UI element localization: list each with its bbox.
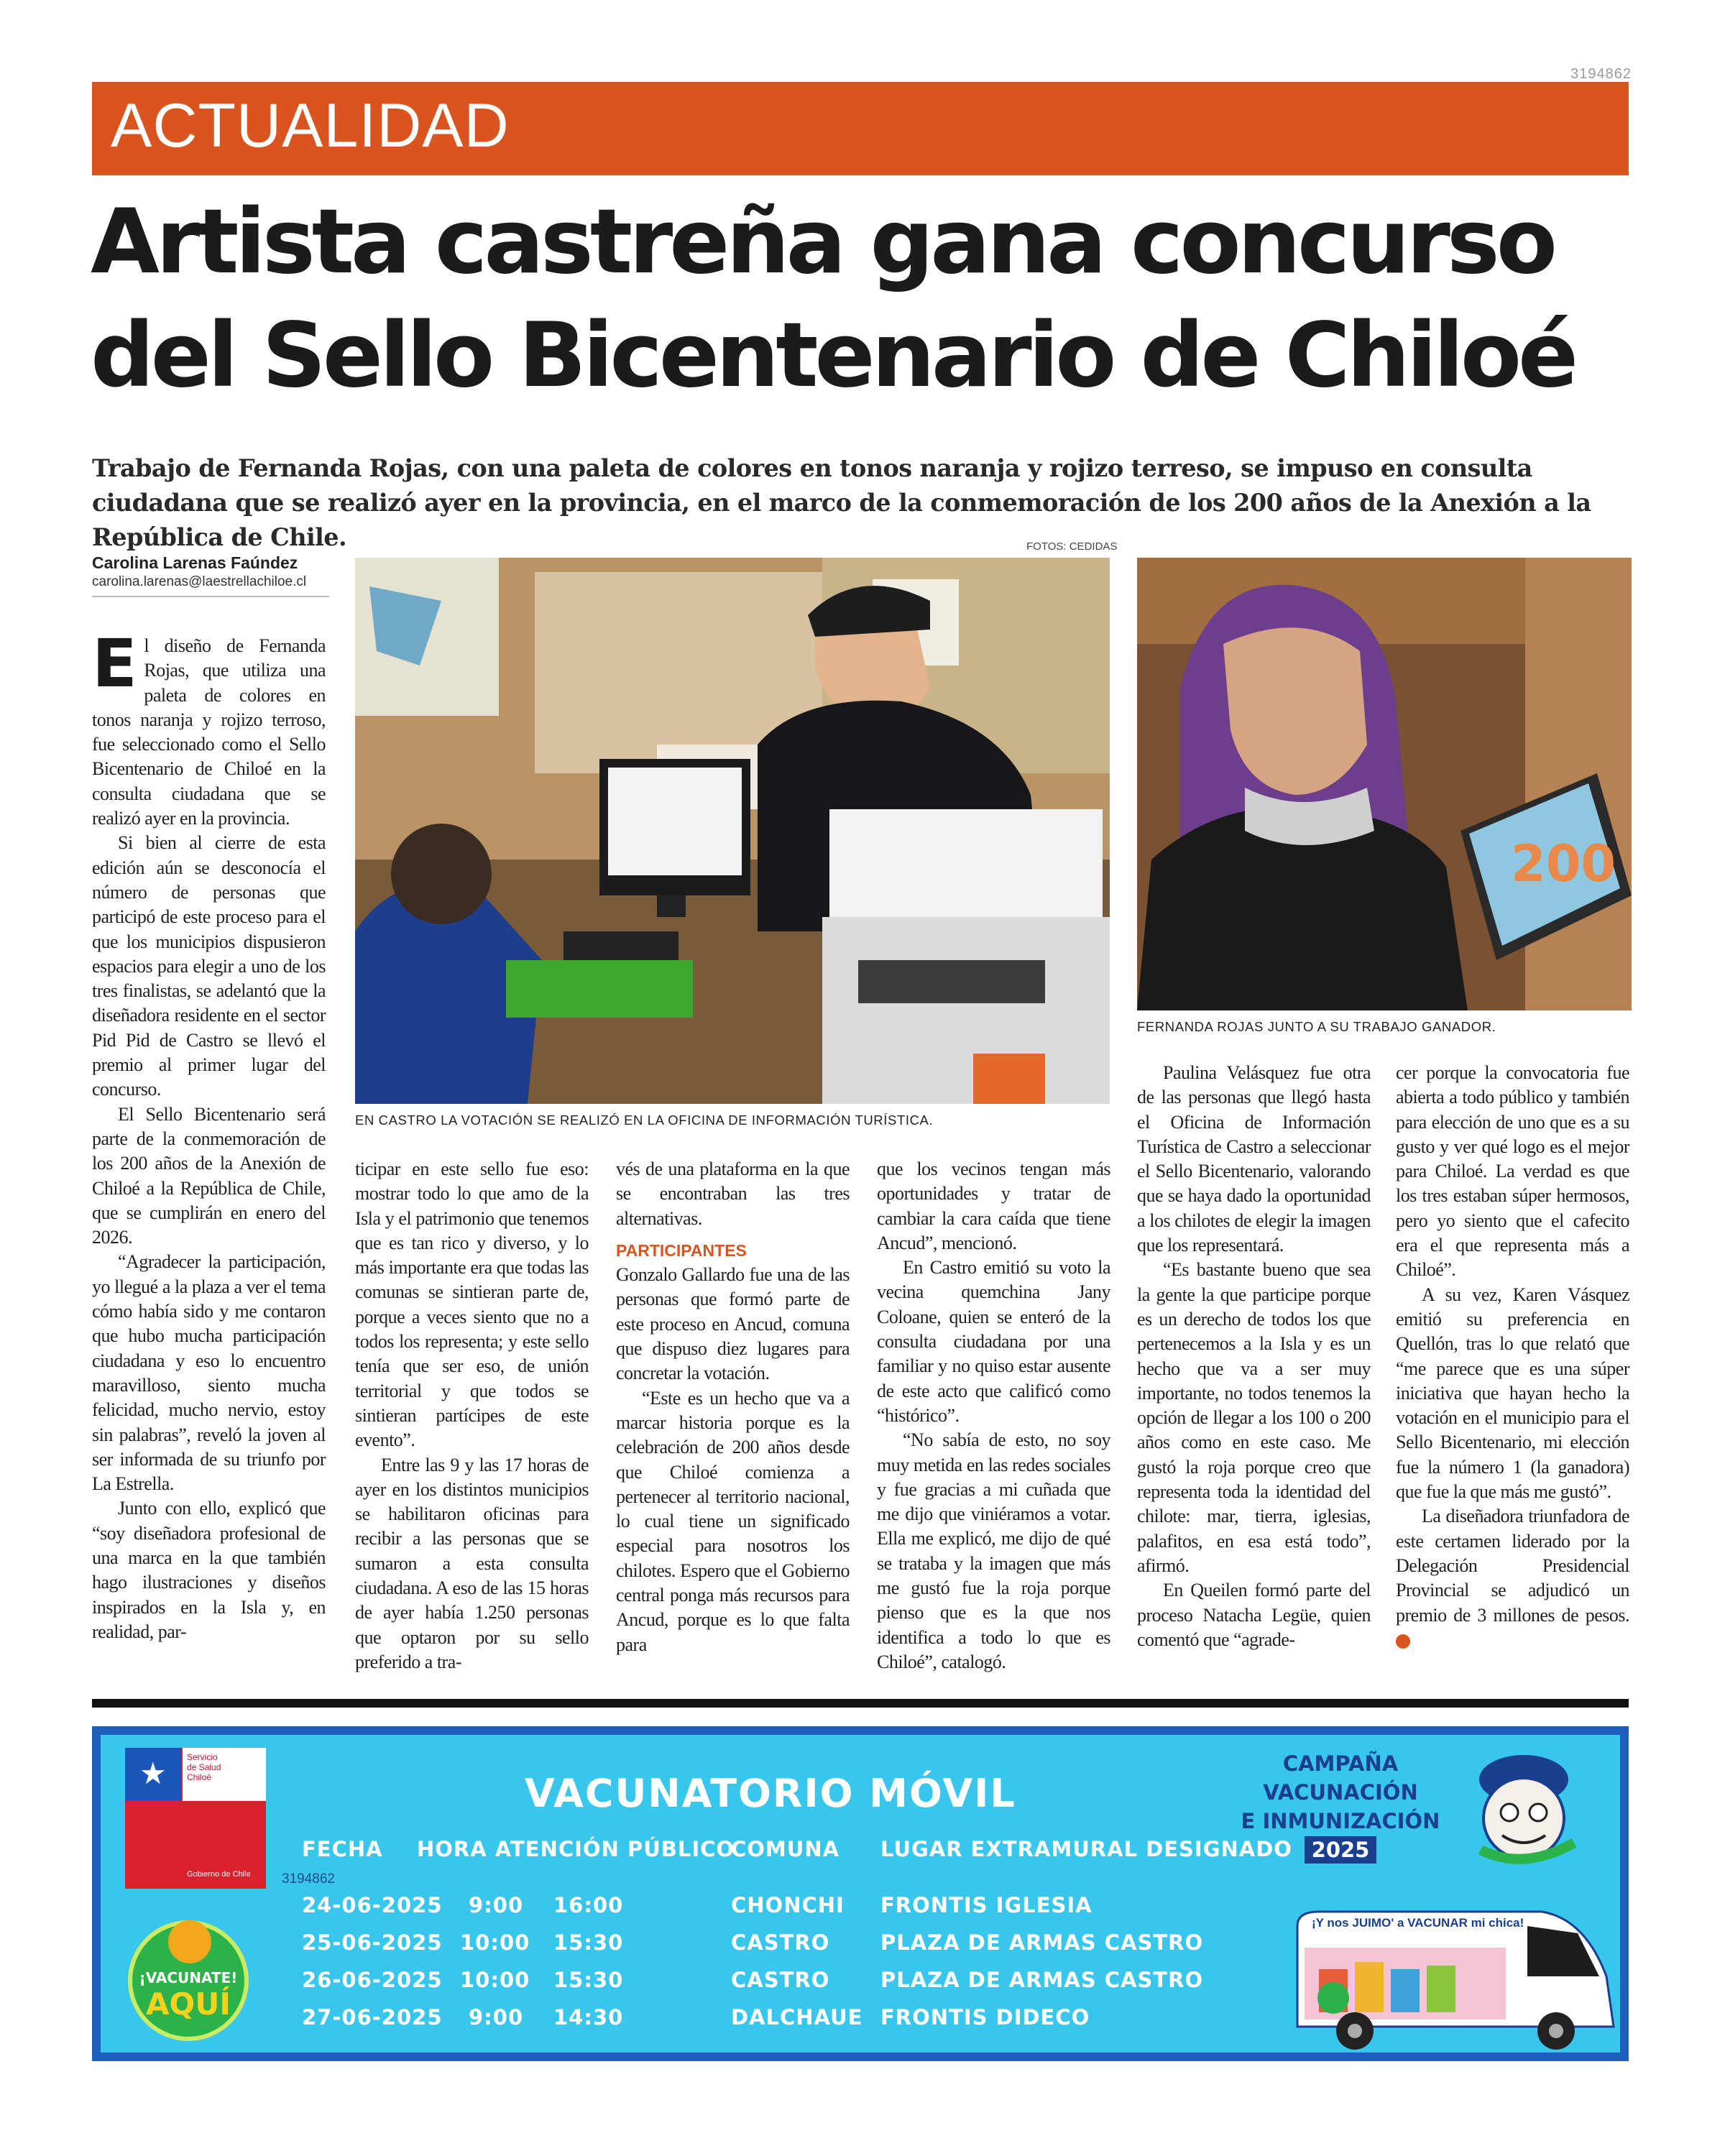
paragraph: En Castro emitió su voto la vecina quemchina Jany Coloane, quien se enteró de la consulta ciudadana por una familiar y no quiso estar ausente de este acto que calificó como “histórico”. <box>877 1257 1110 1426</box>
drop-cap: E <box>92 625 137 702</box>
star-icon: ★ <box>139 1756 167 1791</box>
paragraph: Junto con ello, explicó que “soy diseñadora profesional de una marca en la que también hago ilustraciones y diseños inspirados en la Isla y, en realidad, par- <box>92 1498 326 1642</box>
photo-winner-portrait <box>1137 558 1632 1010</box>
headline-line-2: del Sello Bicentenario de Chiloé <box>91 304 1576 407</box>
lead-paragraph: Trabajo de Fernanda Rojas, con una paleta de colores en tonos naranja y rojizo terreso, se impuso en consulta ciudadana que se realizó ayer en la provincia, en el marco de la conmemoración de los 200 años de la Anexión a la República de Chile. <box>92 454 1591 551</box>
byline <box>92 553 336 597</box>
headline <box>91 185 1643 413</box>
row-comuna: CASTRO <box>731 1930 830 1955</box>
row-fin: 15:30 <box>553 1930 624 1955</box>
row-lugar: FRONTIS IGLESIA <box>880 1893 1092 1917</box>
article-column-5 <box>1137 1061 1371 1652</box>
column-header-comuna: COMUNA <box>731 1837 840 1861</box>
row-lugar: FRONTIS DIDECO <box>880 2005 1090 2030</box>
column-header-lugar: LUGAR EXTRAMURAL DESIGNADO <box>880 1837 1292 1861</box>
paragraph: Gonzalo Gallardo fue una de las personas que formó parte de este proceso en Ancud, comuna que dispuso diez lugares para concretar la votación. <box>616 1264 850 1384</box>
row-comuna: CASTRO <box>731 1968 830 1992</box>
vaccination-advertisement <box>92 1726 1629 2061</box>
photo-credit: FOTOS: CEDIDAS <box>1026 540 1118 553</box>
row-lugar: PLAZA DE ARMAS CASTRO <box>880 1968 1204 1992</box>
vaccinate-here-badge: ¡VACUNATE! AQUÍ <box>128 1920 249 2041</box>
campaign-mascot-icon <box>1452 1749 1596 1864</box>
paragraph: Entre las 9 y las 17 horas de ayer en los distintos municipios se habilitaron oficinas para recibir a las personas que se sumaron a esta consulta ciudadana. A eso de las 15 horas de ayer había 1.250 personas que optaron por su sello preferido a tra- <box>355 1454 589 1672</box>
ad-title: VACUNATORIO MÓVIL <box>525 1771 1016 1816</box>
row-fecha: 27-06-2025 <box>302 2005 443 2030</box>
vaccination-van-icon <box>1290 1897 1620 2053</box>
paragraph: “Es bastante bueno que sea la gente la que participe porque es un derecho de todos los que pertenecemos a la Isla y es un hecho que va a ser muy importante, no todos tenemos la opción de llegar a los 100 o 200 años como en este caso. Me gustó la roja porque creo que representa toda la identidad del chilote: mar, tierra, iglesias, palafitos, en esa está todo”, afirmó. <box>1137 1259 1371 1576</box>
column-header-fecha: FECHA <box>302 1837 383 1861</box>
row-fin: 14:30 <box>553 2005 624 2030</box>
paragraph: vés de una plataforma en la que se encontraban las tres alternativas. <box>616 1158 850 1229</box>
column-header-hora: HORA ATENCIÓN PÚBLICO <box>417 1837 735 1861</box>
paragraph: “Agradecer la participación, yo llegué a la plaza a ver el tema cómo había sido y me contaron que hubo mucha participación ciudadana y eso lo encuentro maravilloso, siento mucha felicidad, mucho nervio, estoy sin palabras”, reveló la joven al ser informada de su triunfo por La Estrella. <box>92 1251 326 1495</box>
svg-text:200: 200 <box>1511 834 1616 893</box>
row-fin: 16:00 <box>553 1893 624 1917</box>
article-column-1 <box>92 625 326 1644</box>
paragraph: A su vez, Karen Vásquez emitió su preferencia en Quellón, tras lo que relató que “me parece que es una súper iniciativa que hayan hecho la votación en el municipio para el Sello Bicentenario, mi elección fue la número 1 (la ganadora) que fue la que más me gustó”. <box>1396 1284 1629 1503</box>
paragraph: “No sabía de esto, no soy muy metida en las redes sociales y fue gracias a mi cuñada que me dijo que viniéramos a votar. Ella me explicó, me dijo de qué se trataba y la imagen que más me gustó fue la roja porque pienso que es la que nos identifica a todo lo que es Chiloé”, catalogó. <box>877 1429 1110 1672</box>
photo-caption-winner: FERNANDA ROJAS JUNTO A SU TRABAJO GANADOR. <box>1137 1019 1496 1034</box>
photo-voting-office <box>355 558 1110 1104</box>
author-email: carolina.larenas@laestrellachiloe.cl <box>92 574 307 589</box>
paragraph: En Queilen formó parte del proceso Natacha Legüe, quien comentó que “agrade- <box>1137 1580 1371 1650</box>
health-service-name: Servicio de Salud Chiloé <box>187 1752 221 1782</box>
van-slogan: ¡Y nos JUIMO' a VACUNAR mi chica! <box>1312 1916 1524 1930</box>
byline-divider <box>92 596 329 597</box>
health-service-logo <box>125 1748 266 1889</box>
author-name: Carolina Larenas Faúndez <box>92 553 298 572</box>
row-inicio: 10:00 <box>460 1968 530 1992</box>
row-inicio: 9:00 <box>469 2005 524 2030</box>
paragraph: El Sello Bicentenario será parte de la conmemoración de los 200 años de la Anexión de Chiloé a la República de Chile, que se cumplirán en enero del 2026. <box>92 1103 326 1248</box>
paragraph: cer porque la convocatoria fue abierta a todo público y también para elección de uno que es a su gusto y ver qué logo es el mejor para Chiloé. La verdad es que los tres estaban súper hermosos, pero yo siento que el cafecito era el que representa más a Chiloé”. <box>1396 1062 1629 1281</box>
campaign-title: CAMPAÑA VACUNACIÓN E INMUNIZACIÓN 2025 <box>1241 1751 1440 1862</box>
page-reference-number: 3194862 <box>1570 66 1632 82</box>
paragraph: Si bien al cierre de esta edición aún se desconocía el número de personas que participó de este proceso para el que los municipios dispusieron espacios para elegir a uno de los tres finalistas, se adelantó que la diseñadora residente en el sector Pid Pid de Castro se llevó el premio al primer lugar del concurso. <box>92 832 326 1100</box>
syringe-icon <box>168 1920 211 1963</box>
photo-caption-voting: EN CASTRO LA VOTACIÓN SE REALIZÓ EN LA OFICINA DE INFORMACIÓN TURÍSTICA. <box>355 1112 934 1128</box>
ad-reference-number: 3194862 <box>282 1871 335 1886</box>
section-divider <box>92 1699 1629 1708</box>
row-inicio: 9:00 <box>469 1893 524 1917</box>
headline-line-1: Artista castreña gana concurso <box>91 190 1554 294</box>
subheading-participantes: PARTICIPANTES <box>616 1240 747 1260</box>
paragraph: que los vecinos tengan más oportunidades y tratar de cambiar la cara caída que tiene Ancud”, mencionó. <box>877 1158 1110 1253</box>
article-column-6 <box>1396 1061 1629 1652</box>
row-fecha: 24-06-2025 <box>302 1893 443 1917</box>
paragraph: La diseñadora triunfadora de este certamen liderado por la Delegación Presidencial Provincial se adjudicó un premio de 3 millones de pesos. ✪ <box>1396 1506 1629 1647</box>
row-inicio: 10:00 <box>460 1930 530 1955</box>
ad-panel <box>101 1735 1620 2053</box>
section-banner <box>92 82 1629 175</box>
article-column-2 <box>355 1157 589 1674</box>
row-fin: 15:30 <box>553 1968 624 1992</box>
section-title: ACTUALIDAD <box>111 91 510 160</box>
row-fecha: 25-06-2025 <box>302 1930 443 1955</box>
end-mark-icon: ✪ <box>1396 1634 1410 1649</box>
row-comuna: CHONCHI <box>731 1893 845 1917</box>
row-lugar: PLAZA DE ARMAS CASTRO <box>880 1930 1204 1955</box>
paragraph: Paulina Velásquez fue otra de las personas que llegó hasta el Oficina de Información Turística de Castro a seleccionar el Sello Bicentenario, valorando que se haya dado la oportunidad a los chilotes de elegir la imagen que los representará. <box>1137 1062 1371 1256</box>
paragraph: El diseño de Fernanda Rojas, que utiliza una paleta de colores en tonos naranja y rojizo terroso, fue seleccionado como el Sello Bicentenario de Chiloé en la consulta ciudadana que se realizó ayer en la provincia. <box>92 625 326 829</box>
paragraph: “Este es un hecho que va a marcar historia porque es la celebración de 200 años desde que Chiloé comienza a pertenecer al territorio nacional, lo cual tiene un significado especial para nosotros los chilotes. Espero que el Gobierno central ponga más recursos para Ancud, porque es lo que falta para <box>616 1387 850 1655</box>
paragraph: ticipar en este sello fue eso: mostrar todo lo que amo de la Isla y el patrimonio que tenemos que es tan rico y diverso, y lo más importante era que todas las comunas se sintieran parte de, porque a veces siento que no a todos los representa; y este sello tenía que ser eso, de unión territorial y que todos se sintieran partícipes de este evento”. <box>355 1158 589 1451</box>
government-label: Gobierno de Chile <box>187 1870 251 1879</box>
campaign-year: 2025 <box>1305 1836 1377 1864</box>
row-comuna: DALCHAUE <box>731 2005 863 2030</box>
article-column-3 <box>616 1157 850 1657</box>
row-fecha: 26-06-2025 <box>302 1968 443 1992</box>
article-column-4 <box>877 1157 1110 1674</box>
